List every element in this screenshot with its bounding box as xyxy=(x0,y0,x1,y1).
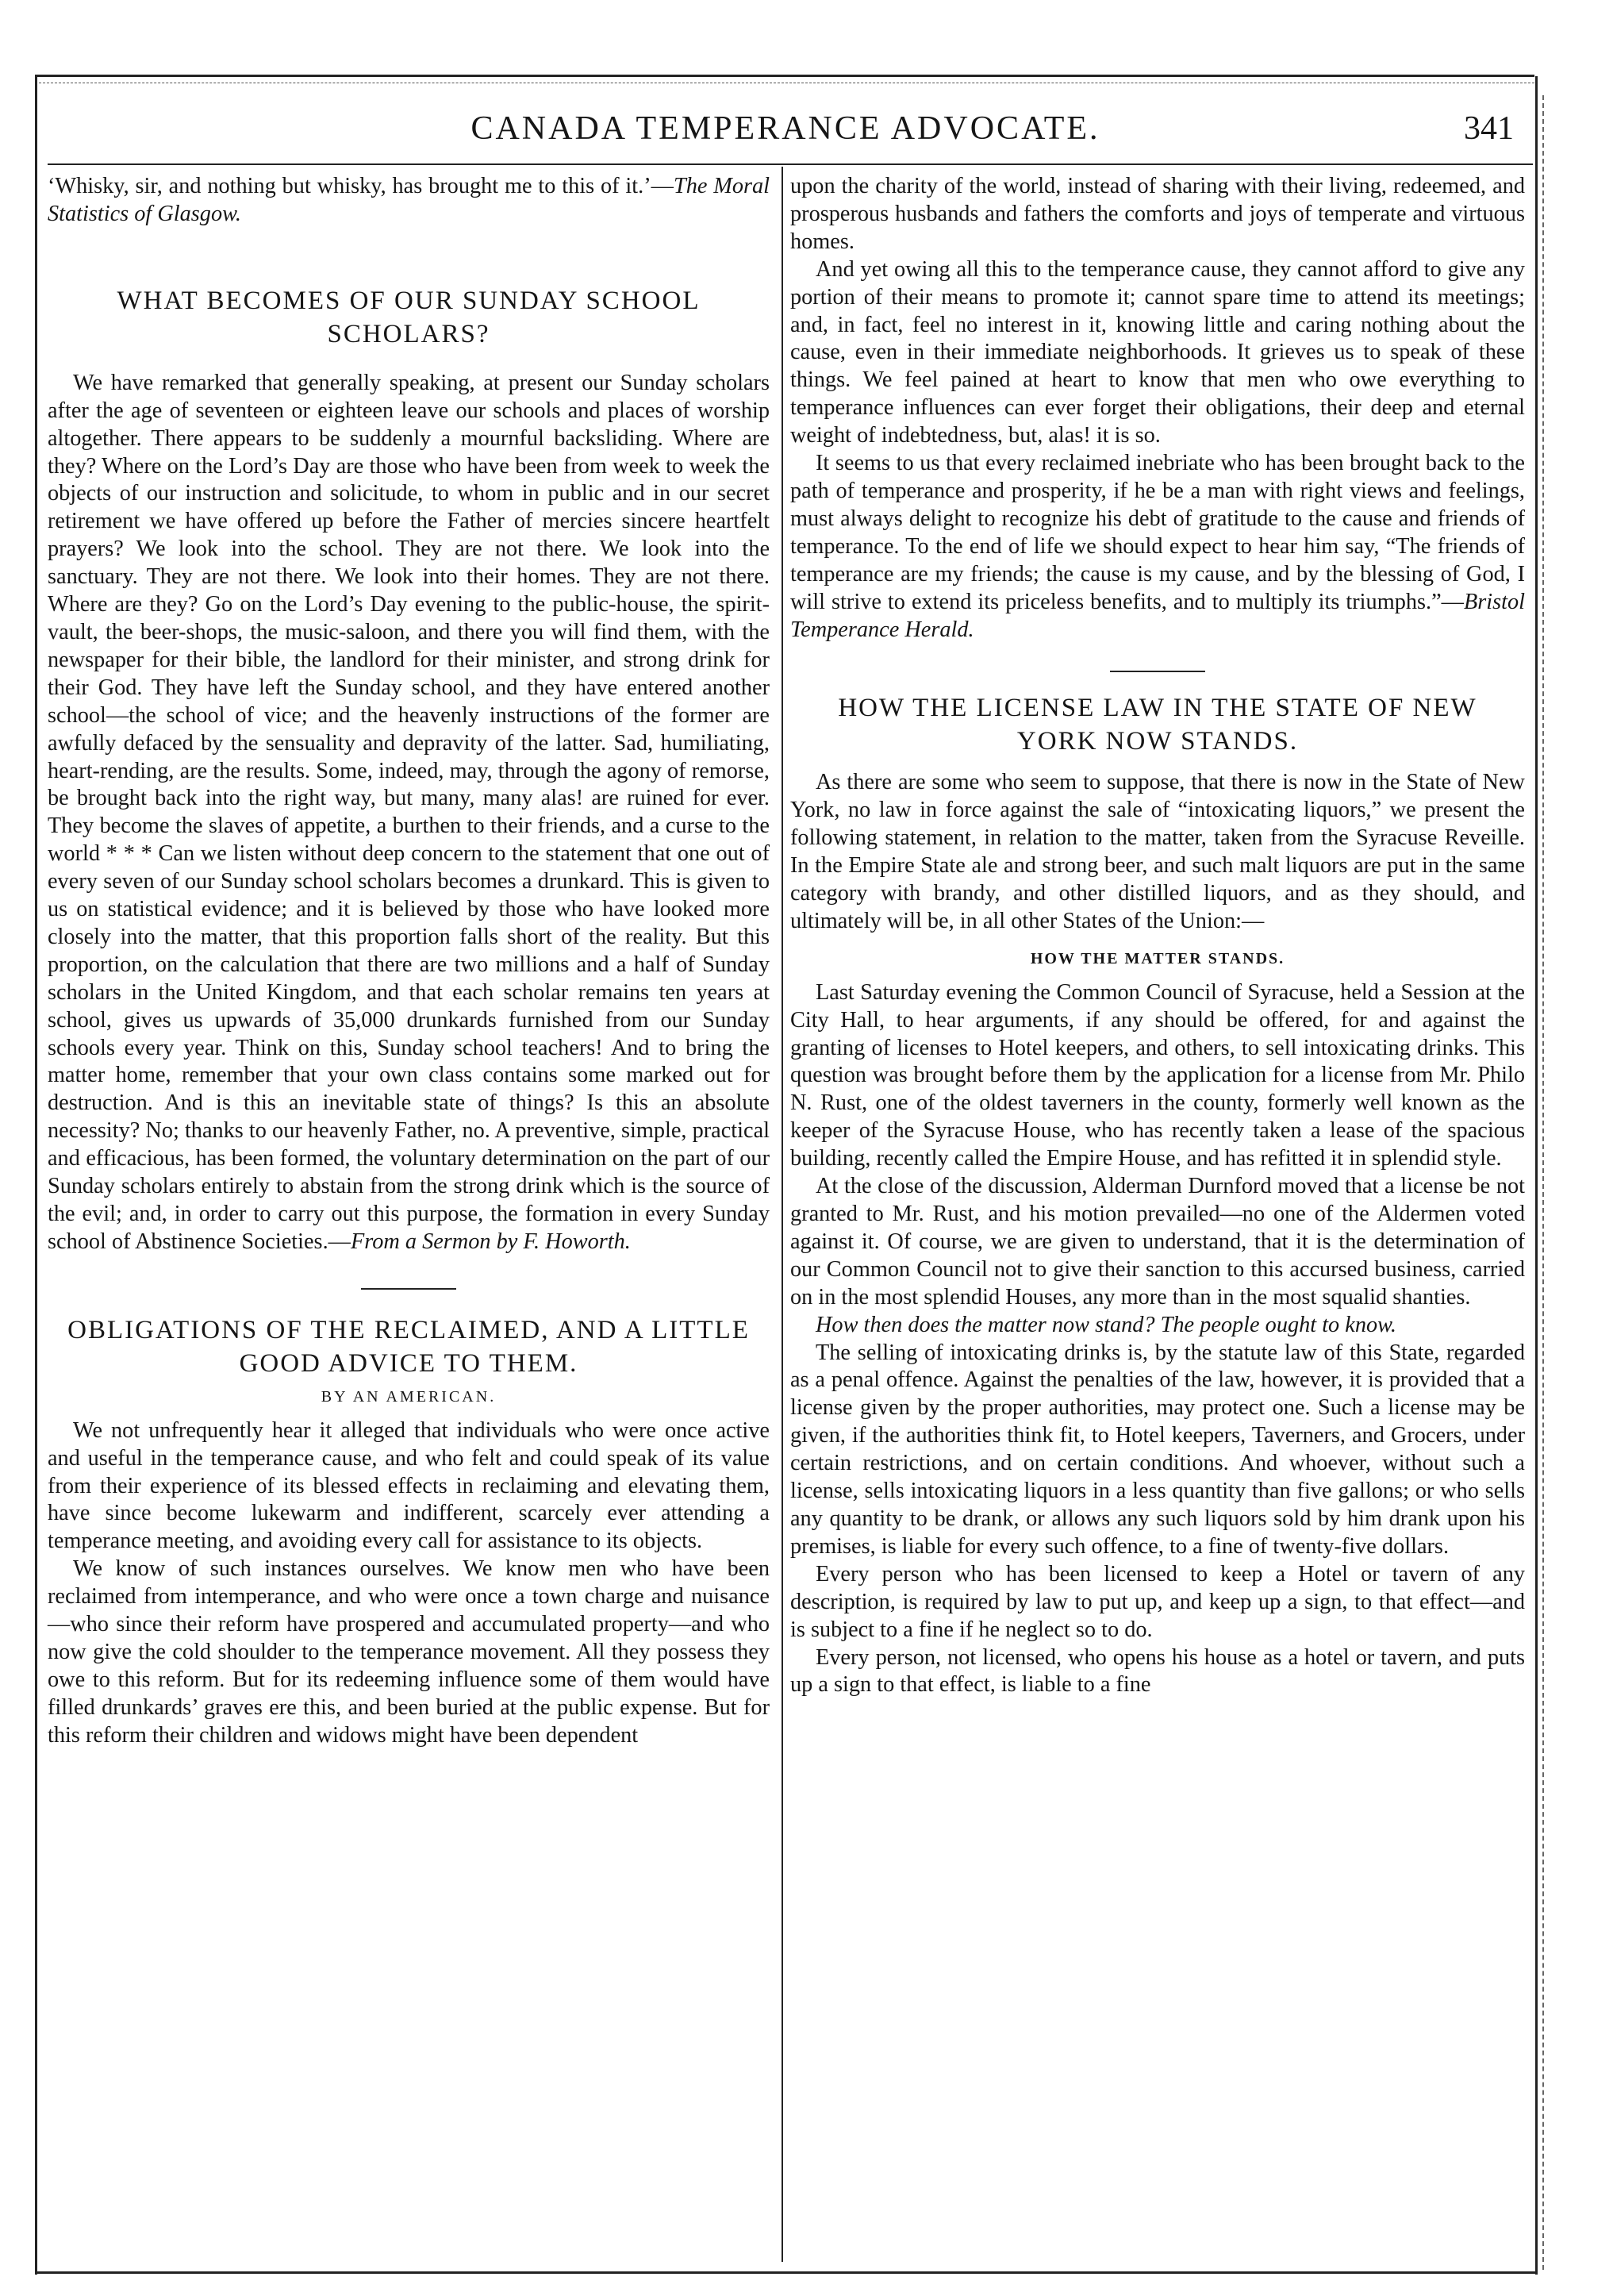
article-question xyxy=(790,1312,1525,1340)
article-source-sunday-school: From a Sermon by F. Howorth. xyxy=(350,1229,631,1254)
article-paragraph: upon the charity of the world, instead of sharing with their living, redeemed, and prosperous husbands and fathers the comforts and joys of temperate and virtuous homes. xyxy=(790,174,1525,254)
intro-quote xyxy=(48,173,770,229)
left-column xyxy=(48,173,770,1750)
header-rule xyxy=(48,163,1533,165)
top-border xyxy=(35,75,1534,77)
article-body-sunday-school-text: We have remarked that generally speaking, at present our Sunday scholars after the age of seventeen or eighteen leave our schools and places of worship altogether. There appears to be suddenly a mournful backsliding. Where are they? Where on the Lord’s Day are those who have been from week to week the objects of our instruction and solicitude, to whom in public and in our secret retirement we have offered up before the Father of mercies sincere heartfelt prayers? We look into the school. They are not there. We look into the sanctuary. They are not there. We look into their homes. They are not there. Where are they? Go on the Lord’s Day evening to the public-house, the spirit-vault, the beer-shops, the music-saloon, and there you will find them, with the newspaper for their bible, the landlord for their minister, and strong drink for their God. They have left the Sunday school, and they have entered another school—the school of vice; and the heavenly instructions of the former are awfully defaced by the sensuality and depravity of the latter. Sad, humiliating, heart-rending, are the results. Some, indeed, may, through the agony of remorse, be brought back into the right way, but many, many alas! are ruined for ever. They become the slaves of appetite, a burthen to their friends, and a curse to the world * * * Can we listen without deep concern to the statement that one out of every seven of our Sunday school scholars becomes a drunkard. This is given to us on statistical evidence; and it is believed by those who have looked more closely into the matter, that this proportion falls short of the reality. But this proportion, on the calculation that there are two millions and a half of Sunday scholars in the United Kingdom, and that each scholar remains ten years at school, gives us upwards of 35,000 drunkards furnished from our Sunday schools every year. Think on this, Sunday school teachers! And to bring the matter home, remember that your own class contains some marked out for destruction. And is this an inevitable state of things? Is this an absolute necessity? No; thanks to our heavenly Father, no. A preventive, simple, practical and efficacious, has been formed, the voluntary determination on the part of our Sunday scholars entirely to abstain from the strong drink which is the source of the evil; and, in order to carry out this purpose, the formation in every Sunday school of Abstinence Societies.— xyxy=(48,370,770,1254)
bottom-border xyxy=(35,2271,1538,2274)
article-title-license-law: HOW THE LICENSE LAW IN THE STATE OF NEW YORK NOW STANDS. xyxy=(838,694,1477,756)
running-header xyxy=(48,110,1523,157)
article-body-sunday-school xyxy=(48,370,770,1256)
article-paragraph: Last Saturday evening the Common Council of Syracuse, held a Session at the City Hall, to hear arguments, if any should be offered, for and against the granting of licenses to Hotel keepers, and others, to sell intoxicating drinks. This question was brought before them by the application for a license from Mr. Philo N. Rust, one of the oldest taverners in the county, formerly well known as the keeper of the Syracuse House, who has recently taken a lease of the spacious building, recently called the Empire House, and has refitted it in splendid style. xyxy=(790,979,1525,1171)
article-source-bristol: Bristol Temperance Herald. xyxy=(790,589,1525,642)
article-paragraph-text: It seems to us that every reclaimed inebriate who has been brought back to the path of temperance and prosperity, if he be a man with right views and feelings, must always delight to recognize his debt of gratitude to the cause and friends of temperance. To the end of life we should expect to hear him say, “The friends of temperance are my friends; the cause is my cause, and by the blessing of God, I will strive to extend its priceless benefits, and to multiply its triumphs.”— xyxy=(790,451,1525,614)
article-paragraph: Every person, not licensed, who opens his house as a hotel or tavern, and puts up a sign to that effect, is liable to a fine xyxy=(790,1644,1525,1698)
article-paragraph: At the close of the discussion, Alderman Durnford moved that a license be not granted to Mr. Rust, and his motion prevailed—no one of the Aldermen voted against it. Of course, we are given to understand, that it is the determination of our Common Council not to give their sanction to this accursed business, carried on in the most splendid Houses, any more than in the most squalid shanties. xyxy=(790,1174,1525,1310)
column-separator xyxy=(782,167,783,2262)
article-intro: As there are some who seem to suppose, that there is now in the State of New York, no law in force against the sale of “intoxicating liquors,” we present the following statement, in relation to the matter, taken from the Syracuse Reveille. In the Empire State ale and strong beer, and such malt liquors are put in the same category with brandy, and other distilled liquors, and as they should, and ultimately will be, in all other States of the Union:— xyxy=(790,770,1525,933)
intro-quote-text: ‘Whisky, sir, and nothing but whisky, has brought me to this of it.’— xyxy=(48,174,674,198)
article-question-text: How then does the matter now stand? The people ought to know. xyxy=(816,1312,1396,1337)
right-column xyxy=(790,173,1525,1699)
article-byline: BY AN AMERICAN. xyxy=(321,1387,497,1406)
right-border-outer xyxy=(1542,95,1544,2270)
article-paragraph: The selling of intoxicating drinks is, by the statute law of this State, regarded as a penal offence. Against the penalties of the law, however, it is provided that a license given by the proper authorities, may protect one. Such a license may be given, if the authorities think fit, to Hotel keepers, Taverners, and Grocers, under certain restrictions, and on certain conditions. And whoever, without such a license, sells intoxicating liquors in a less quantity than five gallons; or who sells any quantity to be drank, or allows any such liquors sold by him drank upon his premises, is liable for every such offence, to a fine of twenty-five dollars. xyxy=(790,1340,1525,1559)
article-paragraph: We know of such instances ourselves. We know men who have been reclaimed from intemperance, and who were once a town charge and nuisance—who since their reform have prospered and accumulated property—and who now give the cold shoulder to the temperance movement. All they possess they owe to this reform. But for its redeeming influence some of them would have filled drunkards’ graves ere this, and been buried at the public expense. But for this reform their children and widows might have been dependent xyxy=(48,1556,770,1748)
article-paragraph xyxy=(790,450,1525,644)
article-paragraph: We not unfrequently hear it alleged that individuals who were once active and useful in the temperance cause, and who felt and could speak of its value from their experience of its blessed effects in reclaiming and elevating them, have since become lukewarm and indifferent, scarcely ever attending a temperance meeting, and avoiding every call for assistance to its objects. xyxy=(48,1417,770,1554)
article-title-obligations: OBLIGATIONS OF THE RECLAIMED, AND A LITTLE GOOD ADVICE TO THEM. xyxy=(67,1315,750,1378)
article-subheading: HOW THE MATTER STANDS. xyxy=(1030,949,1285,967)
article-title-sunday-school: WHAT BECOMES OF OUR SUNDAY SCHOOL SCHOLARS? xyxy=(117,286,701,348)
left-border xyxy=(35,76,37,2275)
right-border xyxy=(1535,76,1538,2275)
article-paragraph: Every person who has been licensed to keep a Hotel or tavern of any description, is required by law to put up, and keep up a sign, to that effect—and is subject to a fine if he neglect so to do. xyxy=(790,1561,1525,1642)
intro-quote-source: The Moral Statistics of Glasgow. xyxy=(48,174,770,226)
page-number: 341 xyxy=(1464,110,1514,147)
publication-title: CANADA TEMPERANCE ADVOCATE. xyxy=(470,110,1100,147)
article-paragraph: And yet owing all this to the temperance cause, they cannot afford to give any portion of their means to promote it; cannot spare time to attend its meetings; and, in fact, feel no interest in it, knowing little and caring nothing about the cause, even in their immediate neighborhoods. It grieves us to speak of these things. We feel pained at heart to know that men who owe everything to temperance influences can ever forget their obligations, their deep and eternal weight of indebtedness, but, alas! it is so. xyxy=(790,256,1525,448)
